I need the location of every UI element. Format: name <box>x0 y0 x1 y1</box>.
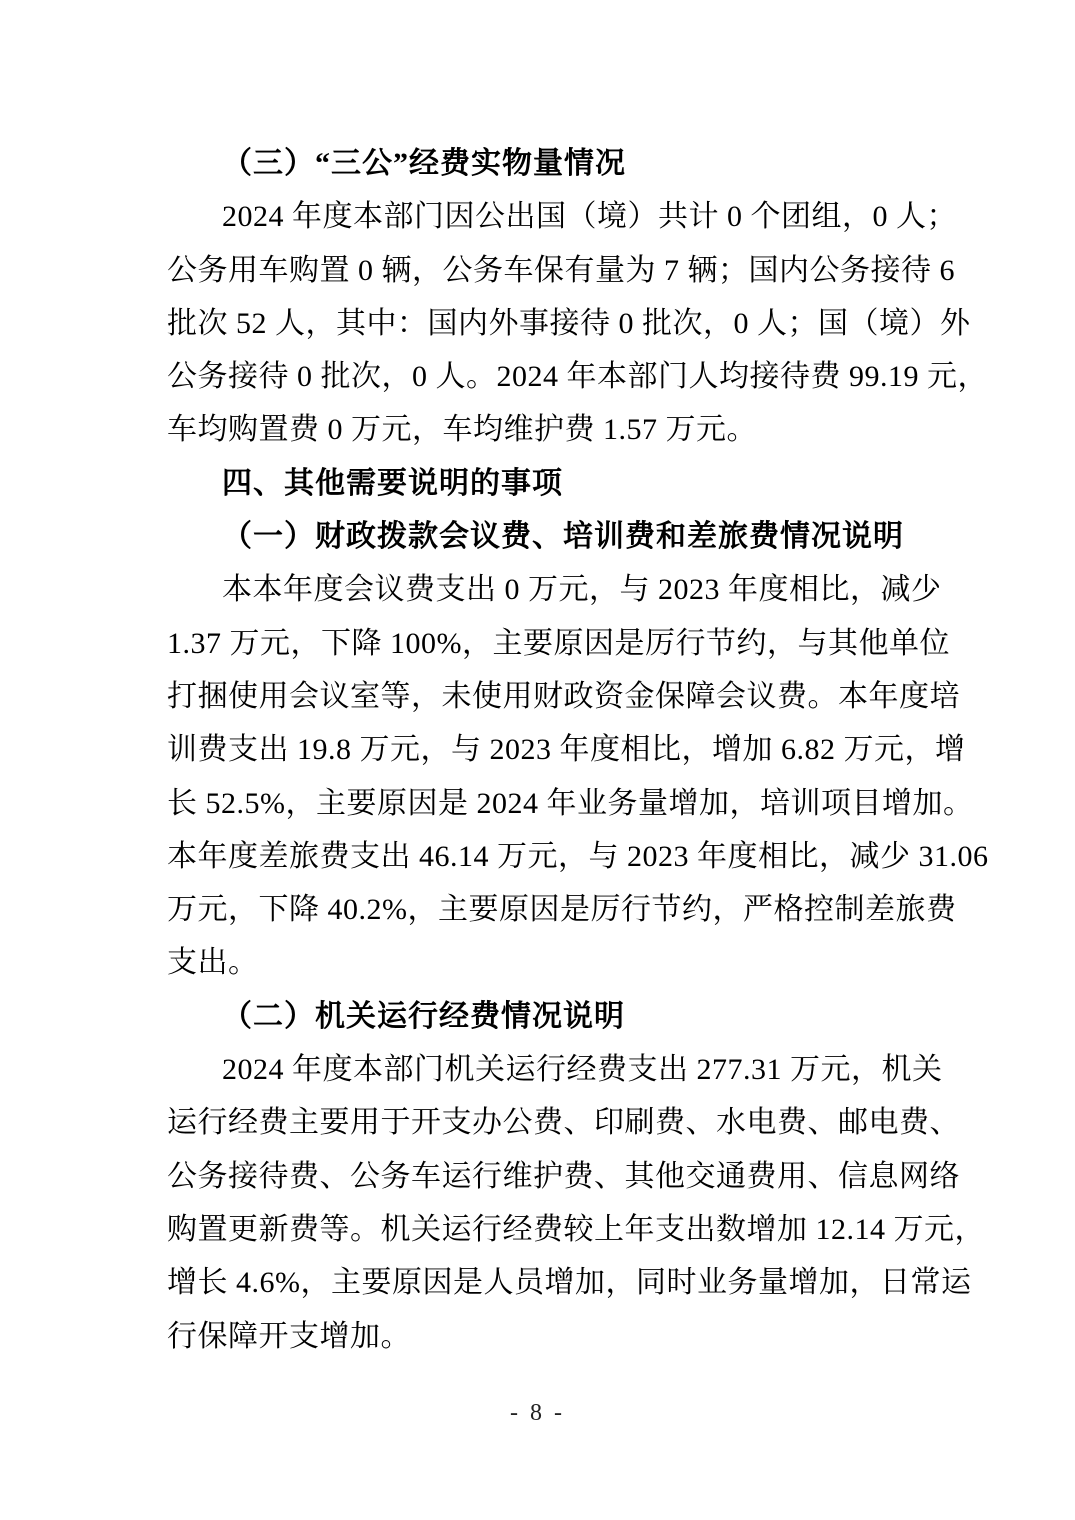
paragraph-line: 行保障开支增加。 <box>167 1319 411 1353</box>
subsection-4-1-heading: （一）财政拨款会议费、培训费和差旅费情况说明 <box>222 520 904 554</box>
paragraph-line: 长 52.5%，主要原因是 2024 年业务量增加，培训项目增加。 <box>167 786 974 820</box>
paragraph-line: 批次 52 人，其中：国内外事接待 0 批次，0 人；国（境）外 <box>167 306 971 340</box>
section-4-heading: 四、其他需要说明的事项 <box>222 466 563 500</box>
paragraph-line: 2024 年度本部门机关运行经费支出 277.31 万元，机关 <box>222 1053 943 1087</box>
paragraph-line: 2024 年度本部门因公出国（境）共计 0 个团组，0 人； <box>222 200 957 234</box>
paragraph-line: 车均购置费 0 万元，车均维护费 1.57 万元。 <box>167 413 757 447</box>
subsection-4-2-heading: （二）机关运行经费情况说明 <box>222 999 625 1033</box>
paragraph-line: 万元，下降 40.2%，主要原因是厉行节约，严格控制差旅费 <box>167 893 957 927</box>
paragraph-line: 训费支出 19.8 万元，与 2023 年度相比，增加 6.82 万元，增 <box>167 733 966 767</box>
paragraph-line: 打捆使用会议室等，未使用财政资金保障会议费。本年度培 <box>167 679 960 713</box>
paragraph-line: 1.37 万元，下降 100%，主要原因是厉行节约，与其他单位 <box>167 626 950 660</box>
section-3-heading: （三）“三公”经费实物量情况 <box>222 147 626 180</box>
paragraph-line: 支出。 <box>167 946 259 980</box>
paragraph-line: 本本年度会议费支出 0 万元，与 2023 年度相比，减少 <box>222 573 942 607</box>
paragraph-line: 公务接待 0 批次，0 人。2024 年本部门人均接待费 99.19 元， <box>167 360 988 394</box>
paragraph-line: 运行经费主要用于开支办公费、印刷费、水电费、邮电费、 <box>167 1106 960 1140</box>
paragraph-line: 本年度差旅费支出 46.14 万元，与 2023 年度相比，减少 31.06 <box>167 839 989 873</box>
page-number: - 8 - <box>510 1400 565 1426</box>
document-body <box>167 137 989 1363</box>
paragraph-line: 增长 4.6%，主要原因是人员增加，同时业务量增加，日常运 <box>167 1266 972 1300</box>
paragraph-line: 购置更新费等。机关运行经费较上年支出数增加 12.14 万元， <box>167 1212 985 1246</box>
paragraph-line: 公务接待费、公务车运行维护费、其他交通费用、信息网络 <box>167 1159 960 1193</box>
paragraph-line: 公务用车购置 0 辆，公务车保有量为 7 辆；国内公务接待 6 <box>167 253 955 287</box>
